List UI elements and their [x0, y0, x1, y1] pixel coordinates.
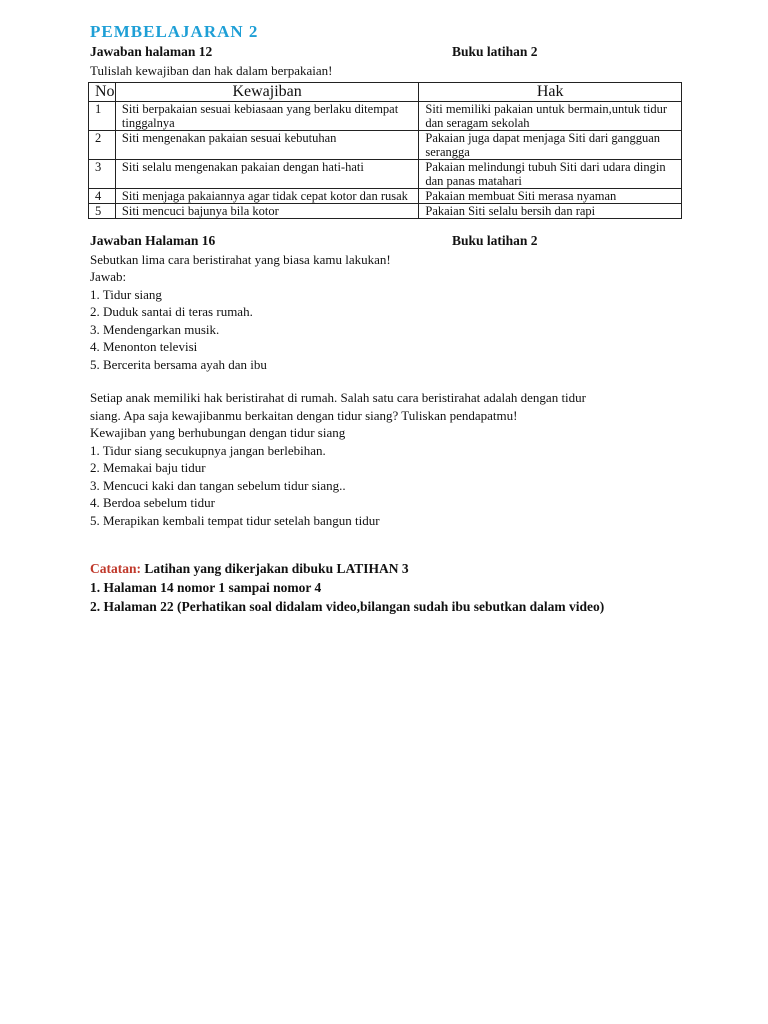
- section2-header: [88, 233, 688, 251]
- cell-no: 2: [89, 130, 116, 159]
- list-item: 3. Mencuci kaki dan tangan sebelum tidur siang..: [90, 477, 346, 493]
- section3-paragraph-line1: Setiap anak memiliki hak beristirahat di rumah. Salah satu cara beristirahat adalah dengan tidur: [90, 390, 586, 405]
- cell-hak: Pakaian melindungi tubuh Siti dari udara dingin dan panas matahari: [419, 159, 682, 188]
- cell-hak: Pakaian juga dapat menjaga Siti dari gangguan serangga: [419, 130, 682, 159]
- section2-question: Sebutkan lima cara beristirahat yang biasa kamu lakukan!: [90, 251, 391, 267]
- header-no: No: [89, 82, 116, 101]
- list-item: 1. Tidur siang: [90, 286, 162, 302]
- cell-no: 5: [89, 203, 116, 218]
- header-hak: Hak: [419, 82, 682, 101]
- table-row: [89, 188, 682, 203]
- list-item: 5. Bercerita bersama ayah dan ibu: [90, 356, 267, 372]
- section1-left-header: Jawaban halaman 12: [90, 44, 213, 59]
- section1-header: [88, 44, 688, 62]
- document-page: [88, 22, 688, 616]
- list-item: 3. Mendengarkan musik.: [90, 321, 220, 337]
- cell-no: 4: [89, 188, 116, 203]
- section3-paragraph-line2: siang. Apa saja kewajibanmu berkaitan dengan tidur siang? Tuliskan pendapatmu!: [90, 407, 518, 423]
- section1-right-header: Buku latihan 2: [452, 44, 538, 59]
- note-item: 1. Halaman 14 nomor 1 sampai nomor 4: [90, 580, 322, 595]
- cell-hak: Pakaian Siti selalu bersih dan rapi: [419, 203, 682, 218]
- answer-label: Jawab:: [90, 269, 127, 284]
- rights-duties-table: [88, 82, 682, 219]
- table-row: [89, 203, 682, 218]
- section2-right-header: Buku latihan 2: [452, 232, 538, 248]
- cell-kewajiban: Siti mencuci bajunya bila kotor: [115, 203, 418, 218]
- list-item: 2. Memakai baju tidur: [90, 460, 206, 475]
- cell-kewajiban: Siti menjaga pakaiannya agar tidak cepat kotor dan rusak: [115, 188, 418, 203]
- list-item: 4. Menonton televisi: [90, 339, 198, 354]
- cell-kewajiban: Siti mengenakan pakaian sesuai kebutuhan: [115, 130, 418, 159]
- cell-no: 3: [89, 159, 116, 188]
- table-row: [89, 130, 682, 159]
- cell-no: 1: [89, 101, 116, 130]
- table-header-row: [89, 82, 682, 101]
- cell-kewajiban: Siti selalu mengenakan pakaian dengan hati-hati: [115, 159, 418, 188]
- section1-instruction: Tulislah kewajiban dan hak dalam berpakaian!: [90, 63, 333, 78]
- cell-hak: Siti memiliki pakaian untuk bermain,untuk tidur dan seragam sekolah: [419, 101, 682, 130]
- list-item: 2. Duduk santai di teras rumah.: [90, 304, 253, 319]
- list-item: 5. Merapikan kembali tempat tidur setelah bangun tidur: [90, 512, 380, 528]
- table-row: [89, 159, 682, 188]
- header-kewajiban: Kewajiban: [115, 82, 418, 101]
- note-label: Catatan:: [90, 561, 141, 576]
- cell-kewajiban: Siti berpakaian sesuai kebiasaan yang berlaku ditempat tinggalnya: [115, 101, 418, 130]
- cell-hak: Pakaian membuat Siti merasa nyaman: [419, 188, 682, 203]
- page-title: PEMBELAJARAN 2: [90, 22, 259, 41]
- section3-list-heading: Kewajiban yang berhubungan dengan tidur siang: [90, 425, 346, 440]
- list-item: 1. Tidur siang secukupnya jangan berlebihan.: [90, 442, 326, 458]
- note-text: Latihan yang dikerjakan dibuku LATIHAN 3: [141, 561, 409, 576]
- section2-left-header: Jawaban Halaman 16: [90, 232, 216, 248]
- note-item: 2. Halaman 22 (Perhatikan soal didalam video,bilangan sudah ibu sebutkan dalam video): [90, 599, 605, 614]
- list-item: 4. Berdoa sebelum tidur: [90, 495, 215, 510]
- note-line: [90, 559, 688, 578]
- table-row: [89, 101, 682, 130]
